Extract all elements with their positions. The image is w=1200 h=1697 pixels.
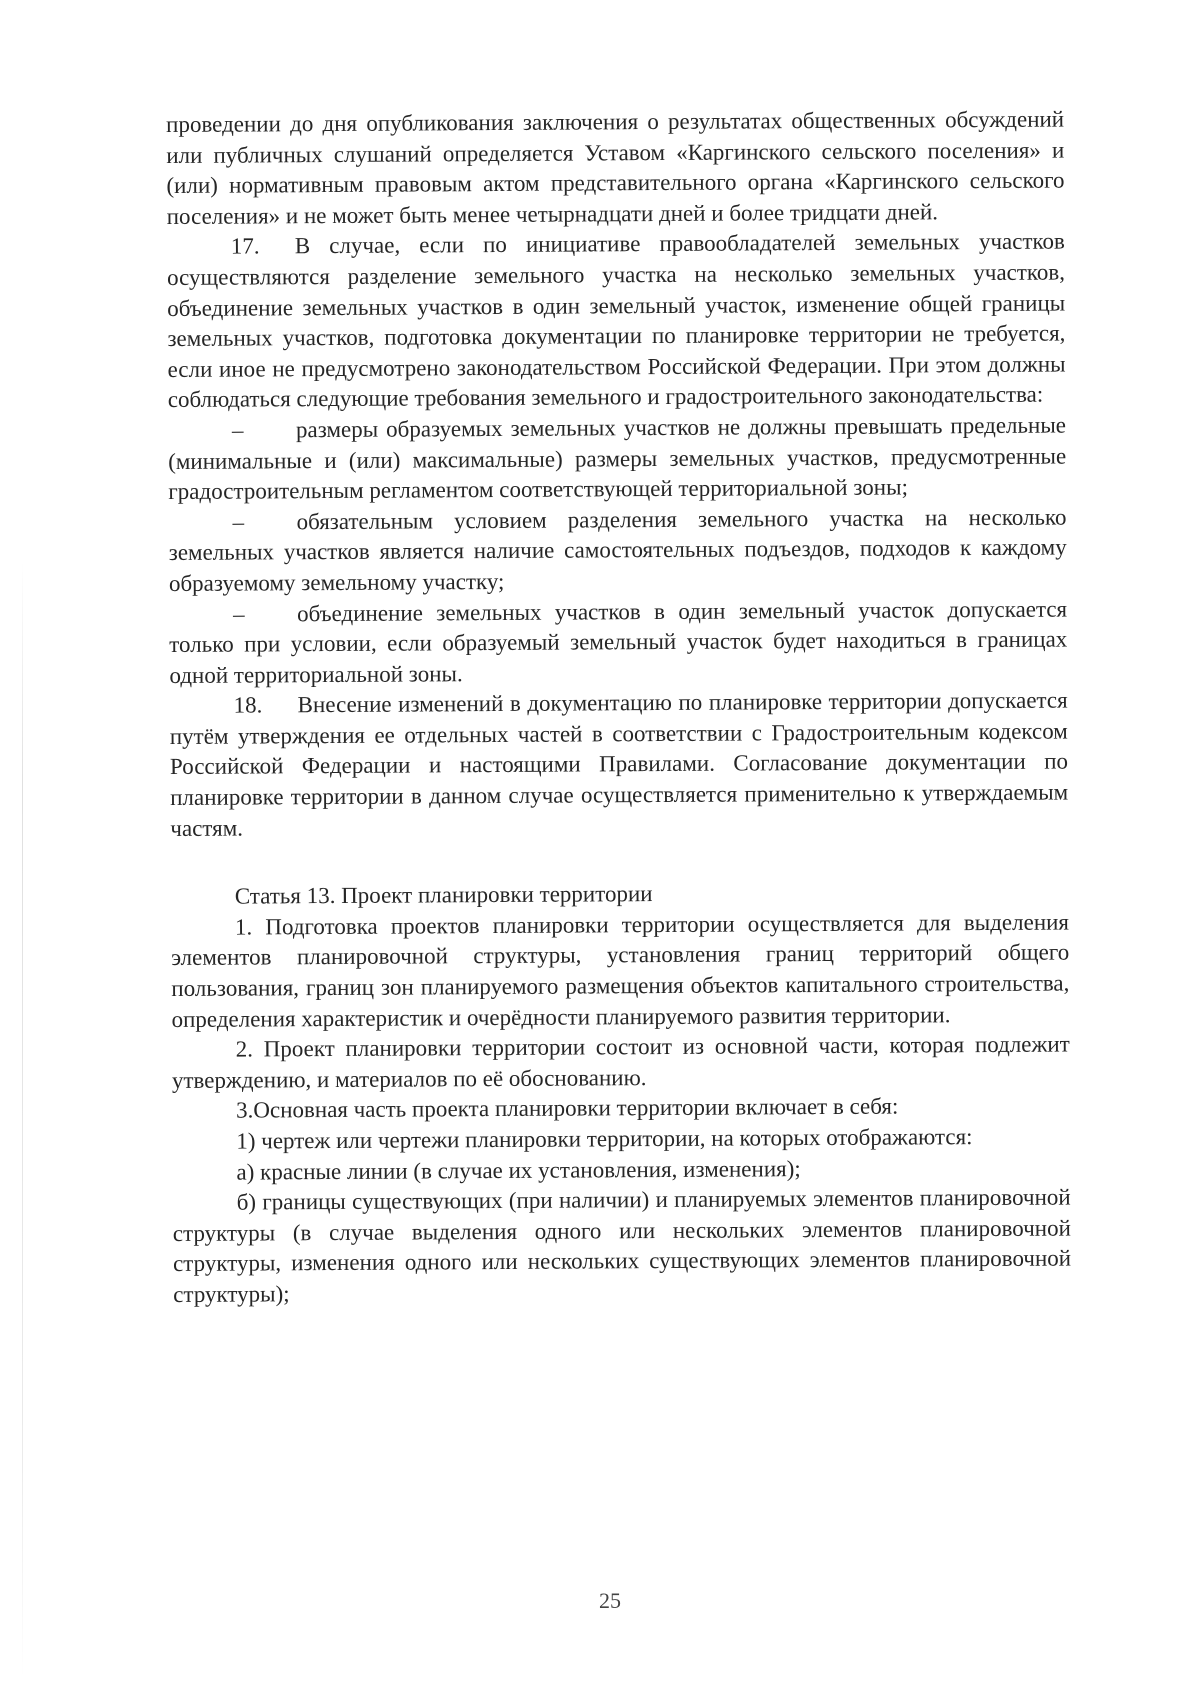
dash-item <box>168 410 1067 507</box>
scan-edge-mark <box>22 560 23 1680</box>
dash-marker: – <box>232 509 245 535</box>
dash-item-text: размеры образуемых земельных участков не должны превышать предельные (минимальные и (или) максимальные) размеры земельных участков, предусмотренные градостроительным регламентом соответствующей территориальной зоны; <box>168 412 1067 505</box>
article-paragraph: 3.Основная часть проекта планировки территории включает в себя: <box>236 1093 899 1123</box>
paragraph-number: 18. <box>233 692 263 718</box>
dash-marker: – <box>231 417 244 443</box>
article-paragraph: 1) чертеж или чертежи планировки территории, на которых отображаются: <box>236 1124 973 1154</box>
page-body <box>166 105 1071 1311</box>
article-paragraph: б) границы существующих (при наличии) и планируемых элементов планировочной структуры (в случае выделения одного или нескольких элементов планировочной структуры, изменения одного или нескольких существующих элементов планировочной структуры); <box>172 1184 1072 1307</box>
article-paragraph: а) красные линии (в случае их установления, изменения); <box>236 1155 801 1185</box>
article-paragraph: 2. Проект планировки территории состоит из основной части, которая подлежит утверждению, и материалов по её обоснованию. <box>171 1031 1070 1093</box>
dash-marker: – <box>233 601 245 627</box>
article-heading: Статья 13. Проект планировки территории <box>234 881 653 909</box>
paragraph-text: В случае, если по инициативе правообладателей земельных участков осуществляются разделение земельного участка на несколько земельных участков, объединение земельных участков в один земельный участок, изменение общей границы земельных участков, подготовка документации по планировке территории не требуется, если иное не предусмотрено законодательством Российской Федерации. При этом должны соблюдаться следующие требования земельного и градостроительного законодательства: <box>166 228 1066 413</box>
paragraph-text: Внесение изменений в документацию по планировке территории допускается путём утверждения ее отдельных частей в соответствии с Градостроительным кодексом Российской Федерации и настоящими Правилами. Согласование документации по планировке территории в данном случае осуществляется применительно к утверждаемым частям. <box>169 687 1069 841</box>
numbered-paragraph-18 <box>170 686 1069 844</box>
dash-item-text: объединение земельных участков в один земельный участок допускается только при условии, если образуемый земельный участок будет находиться в границах одной территориальной зоны. <box>169 596 1068 688</box>
dash-item-text: обязательным условием разделения земельного участка на несколько земельных участков является наличие самостоятельных подъездов, подходов к каждому образуемому земельному участку; <box>168 504 1067 596</box>
article-paragraph: 1. Подготовка проектов планировки территории осуществляется для выделения элементов планировочной структуры, установления границ территорий общего пользования, границ зон планируемого размещения объектов капитального строительства, определения характеристик и очерёдности планируемого развития территории. <box>171 909 1070 1032</box>
continuation-paragraph: проведении до дня опубликования заключения о результатах общественных обсуждений или публичных слушаний определяется Уставом «Каргинского сельского поселения» и (или) нормативным правовым актом представительного органа «Каргинского сельского поселения» и не может быть менее четырнадцати дней и более тридцати дней. <box>166 106 1065 229</box>
dash-item <box>169 594 1068 691</box>
dash-item <box>168 502 1067 599</box>
page-number: 25 <box>599 1588 621 1613</box>
numbered-paragraph-17 <box>167 227 1066 416</box>
paragraph-number: 17. <box>230 233 260 259</box>
